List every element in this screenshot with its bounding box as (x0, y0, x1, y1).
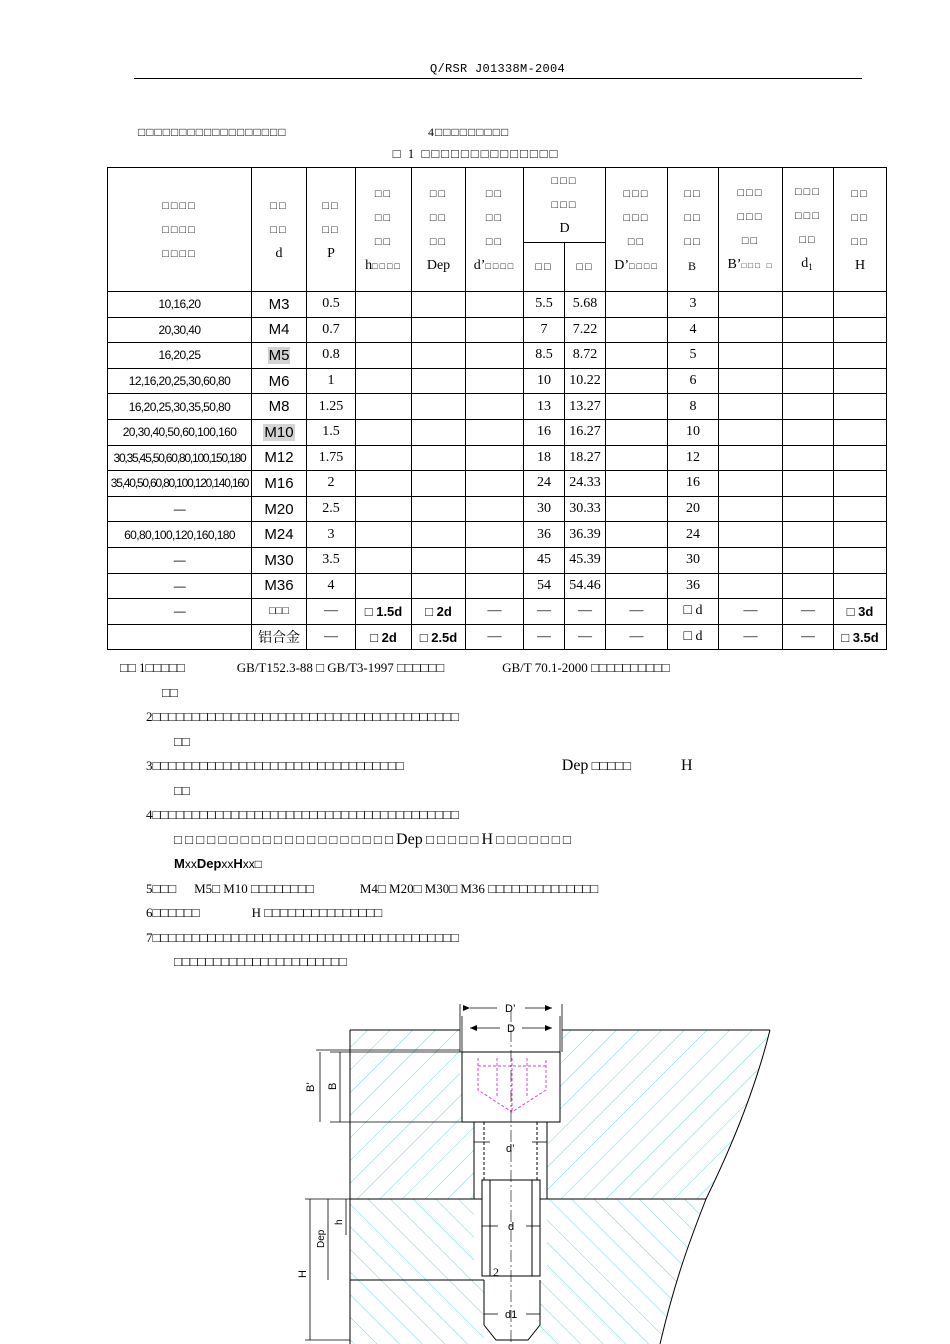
note-6: 6□□□□□□ H □□□□□□□□□□□□□□□ (146, 905, 383, 920)
table-row: 12,16,20,25,30,60,80 M6 1 10 10.22 6 (108, 368, 887, 394)
head-h: □□ □□ □□ h□□□□ (356, 168, 412, 292)
table-row: 30,35,45,50,60,80,100,150,180 M12 1.75 18 18.27 12 (108, 445, 887, 471)
table-row: — M20 2.5 30 30.33 20 (108, 496, 887, 522)
label-Dep: Dep (316, 1229, 327, 1248)
head-Dprime: □□□ □□□ □□ D’□□□□ (606, 168, 668, 292)
note-4: 4□□□□□□□□□□□□□□□□□□□□□□□□□□□□□□□□□□□□□□□ (146, 807, 459, 822)
note-7: 7□□□□□□□□□□□□□□□□□□□□□□□□□□□□□□□□□□□□□□□ (146, 929, 459, 945)
head-B: □□ □□ □□ B (668, 168, 719, 292)
label-Bprime: B’ (305, 1082, 317, 1092)
head-pitch: □□ □□ P (307, 168, 356, 292)
table-row-material-2: 铝合金 — □ 2d □ 2.5d — — — — □ d — — □ 3.5d (108, 624, 887, 650)
note-4-format: MxxDepxxHxx□ (174, 856, 263, 871)
label-h: h (334, 1219, 345, 1225)
note-5: 5□□□ M5□ M10 □□□□□□□□ M4□ M20□ M30□ M36 □□□□□□□□□□□□□□ (146, 880, 599, 896)
table-row: 35,40,50,60,80,100,120,140,160 M16 2 24 24.33 16 (108, 471, 887, 497)
head-D-sub2: □□ (565, 243, 606, 292)
label-d1: d1 (505, 1309, 518, 1321)
note-3-cont: □□ (174, 782, 190, 798)
table-row: — M30 3.5 45 45.39 30 (108, 547, 887, 573)
head-size: □□ □□ d (252, 168, 307, 292)
label-B: B (327, 1082, 339, 1090)
table-row: 20,30,40 M4 0.7 7 7.22 4 (108, 317, 887, 343)
table-row-material-1: — □□□ — □ 1.5d □ 2d — — — — □ d — — □ 3d (108, 599, 887, 625)
label-2: 2 (493, 1265, 499, 1279)
head-H: □□ □□ □□ H (834, 168, 887, 292)
note-1-cont: □□ (162, 684, 178, 700)
head-dep: □□ □□ □□ Dep (412, 168, 466, 292)
head-D-sub1: □□ (524, 243, 565, 292)
notes-section (120, 656, 880, 975)
intro-text: □□□□□□□□□□□□□□□□□□ (138, 125, 287, 139)
screw-section-drawing (0, 990, 950, 1344)
table-caption: □ 1 □□□□□□□□□□□□□□ (392, 146, 560, 161)
label-dprime: d’ (506, 1143, 515, 1155)
note-3: 3□□□□□□□□□□□□□□□□□□□□□□□□□□□□□□□□ Dep □□□□□ H (146, 757, 693, 774)
label-Dprime: D’ (505, 1003, 516, 1015)
head-D: □□□ □□□ D (524, 168, 606, 243)
spec-table (107, 167, 887, 650)
label-D: D (507, 1023, 515, 1035)
note-1: □□ 1□□□□□ GB/T152.3-88 □ GB/T3-1997 □□□□□□ GB/T 70.1-2000 □□□□□□□□□□ (120, 660, 670, 675)
head-Bprime: □□□ □□□ □□ B’□□□ □ (719, 168, 783, 292)
head-length: □□□□ □□□□ □□□□ (108, 168, 252, 292)
note-2-cont: □□ (174, 733, 190, 749)
note-2: 2□□□□□□□□□□□□□□□□□□□□□□□□□□□□□□□□□□□□□□□ (146, 709, 459, 724)
note-4-cont: □ □ □ □ □ □ □ □ □ □ □ □ □ □ □ □ □ □ □ □ Dep □ □ □ □ □ H □ □ □ □ □ □ □ (174, 830, 571, 848)
head-d1: □□□ □□□ □□ $d_1$ (783, 168, 834, 292)
table-row: — M36 4 54 54.46 36 (108, 573, 887, 599)
intro-text-right: 4□□□□□□□□□ (428, 125, 510, 139)
header-rule (134, 78, 862, 79)
table-row: 10,16,20 M3 0.5 5.5 5.68 3 (108, 292, 887, 318)
table-row: 20,30,40,50,60,100,160 M10 1.5 16 16.27 10 (108, 419, 887, 445)
head-dprime: □□ □□ □□ d’□□□□ (466, 168, 524, 292)
page-header: Q/RSR J01338M-2004 (429, 62, 566, 76)
table-row: 16,20,25 M5 0.8 8.5 8.72 5 (108, 343, 887, 369)
table-row: 16,20,25,30,35,50,80 M8 1.25 13 13.27 8 (108, 394, 887, 420)
label-H: H (297, 1270, 309, 1278)
note-7-cont: □□□□□□□□□□□□□□□□□□□□□□ (174, 954, 347, 969)
label-d: d (508, 1221, 515, 1233)
table-row: 60,80,100,120,160,180 M24 3 36 36.39 24 (108, 522, 887, 548)
